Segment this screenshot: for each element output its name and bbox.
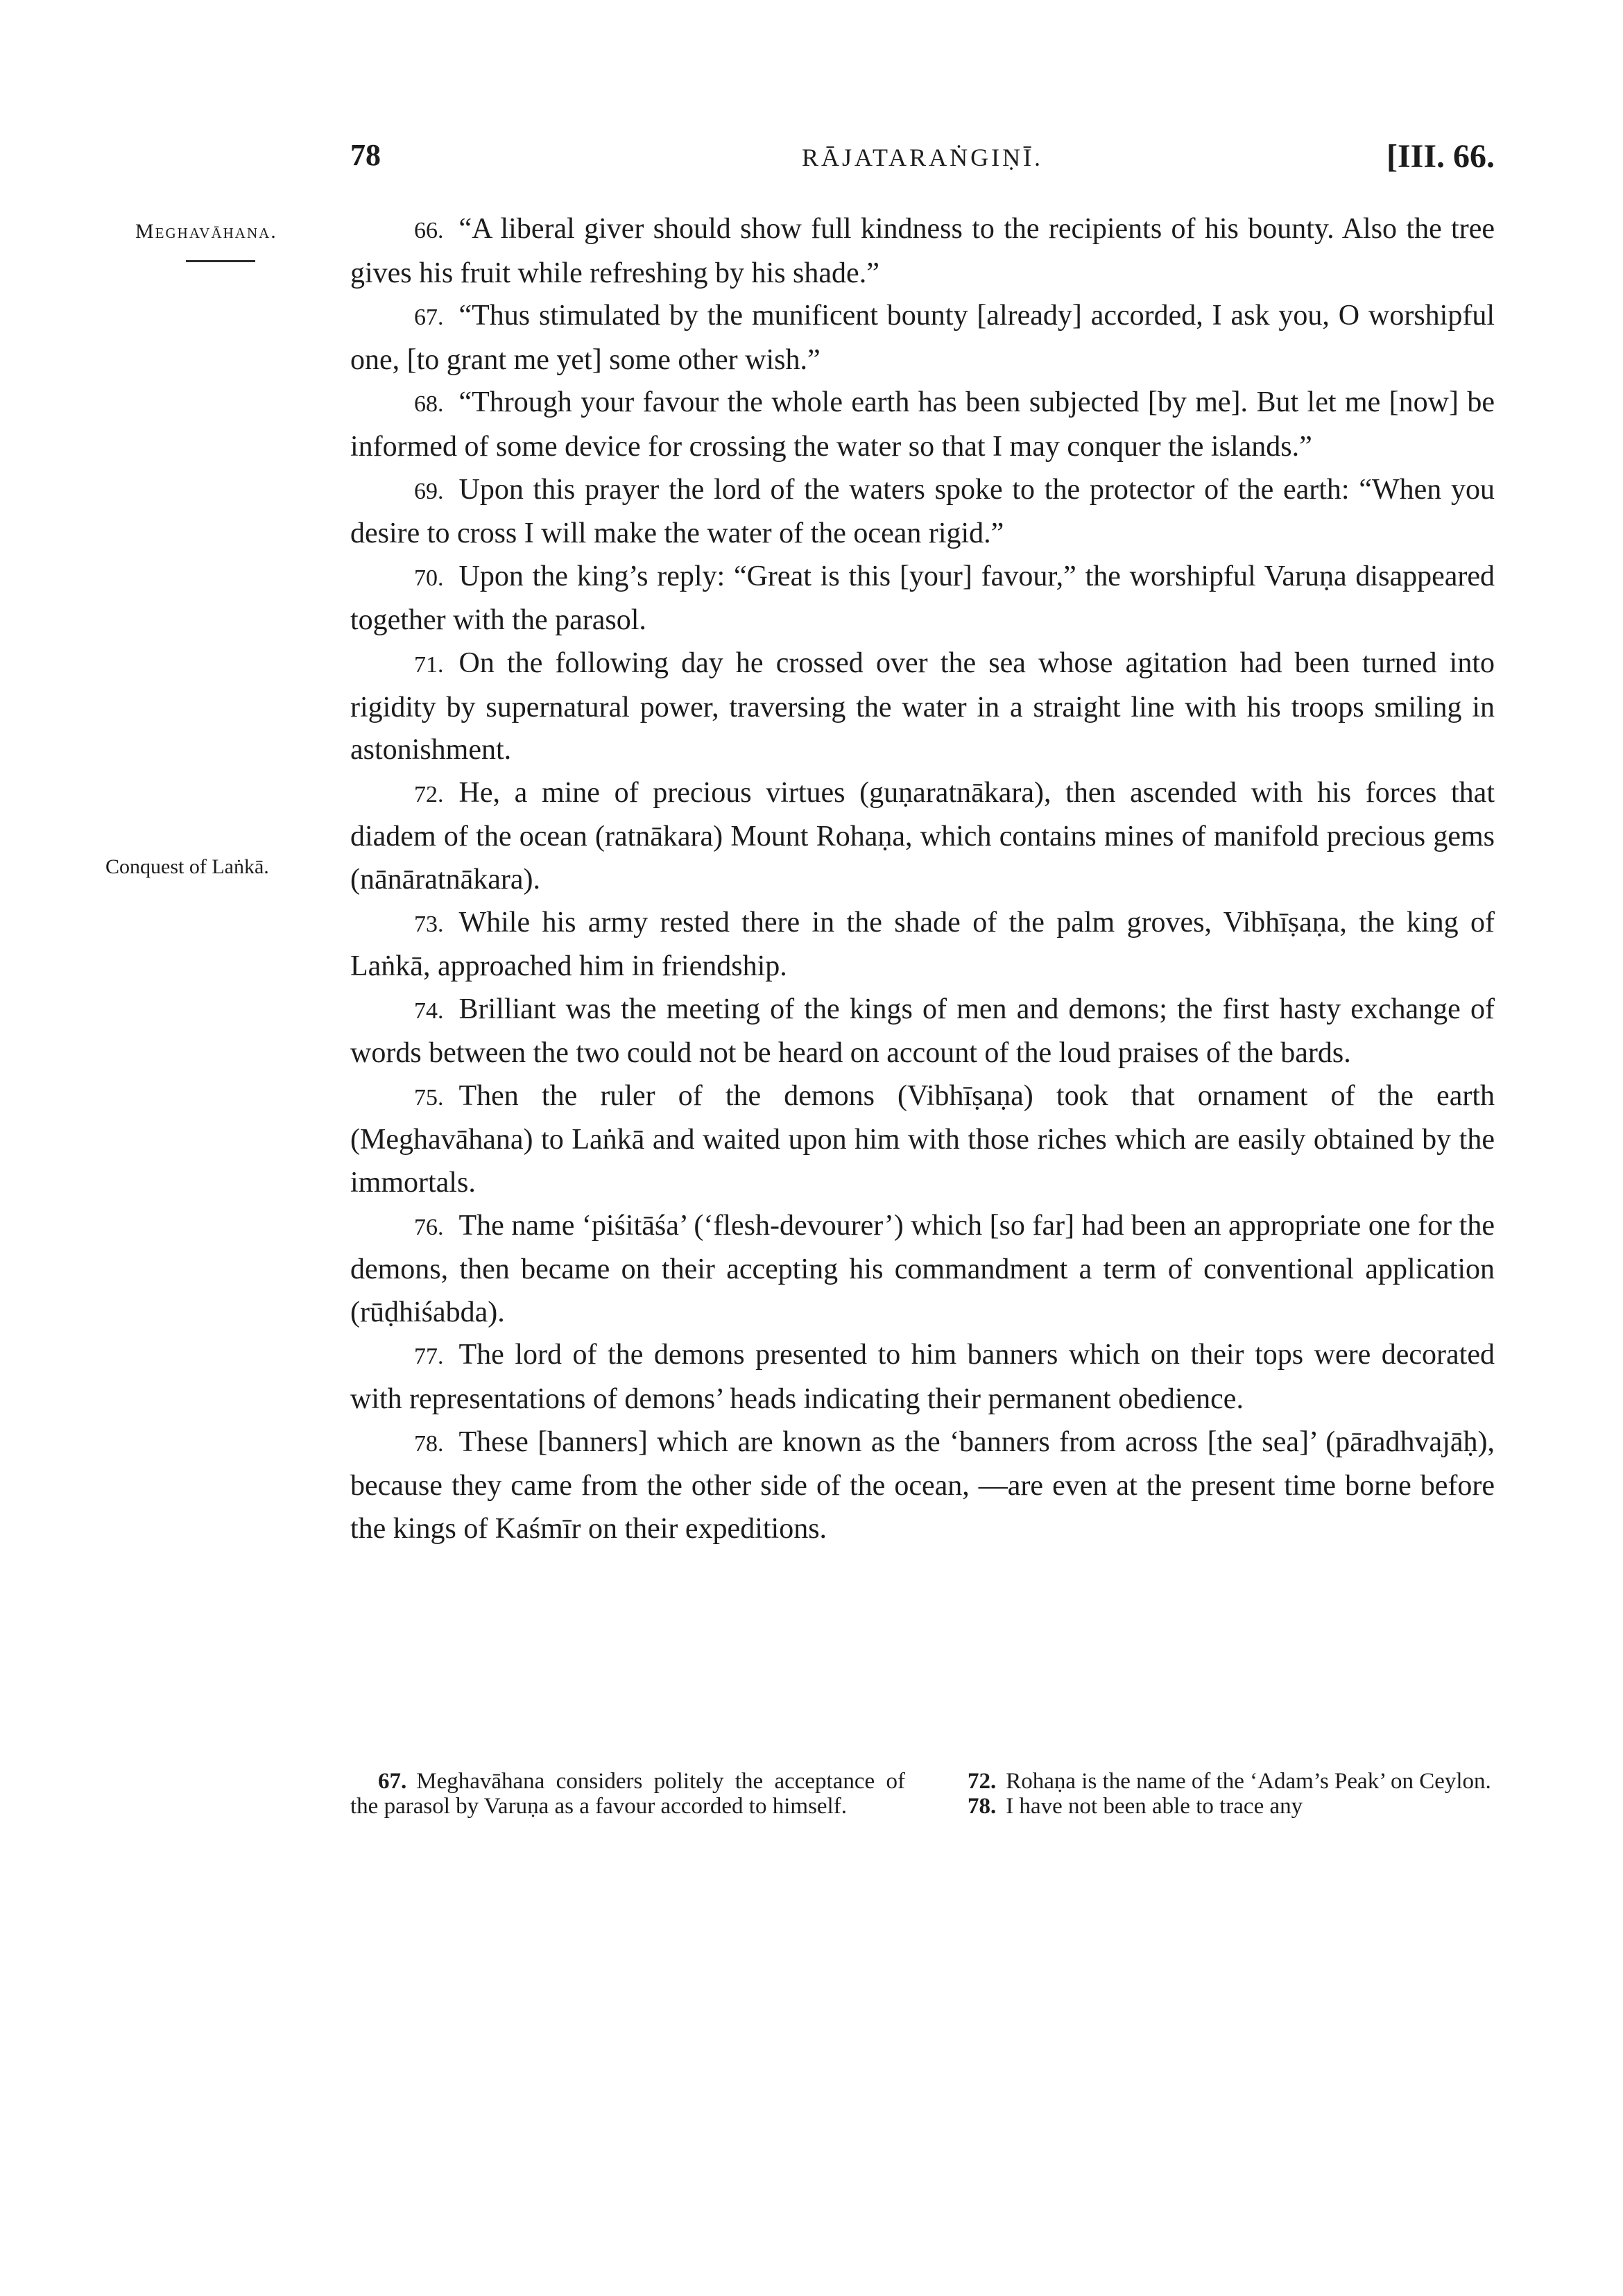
verse-78 — [350, 1421, 1495, 1551]
verse-77 — [350, 1334, 1495, 1421]
verse-text: Upon this prayer the lord of the waters spoke to the protector of the earth: “When you desire to cross I will make the water of the ocean rigid.” — [350, 473, 1495, 550]
verse-number: 78. — [414, 1430, 444, 1457]
verse-number: 73. — [414, 911, 444, 937]
verse-text: “Thus stimulated by the munificent bounty [already] accorded, I ask you, O worshipful one, [to grant me yet] some other wish.” — [350, 300, 1495, 376]
verse-72 — [350, 772, 1495, 902]
verse-number: 66. — [414, 218, 444, 243]
verse-number: 68. — [414, 391, 444, 418]
footnote-text: Meghavāhana considers politely the acceptance of the parasol by Varuṇa as a favour accorded to himself. — [350, 1769, 905, 1819]
running-title: RĀJATARAṄGIṆĪ. — [801, 144, 1044, 171]
verse-67 — [350, 295, 1495, 382]
verse-69 — [350, 469, 1495, 556]
verse-76 — [350, 1205, 1495, 1335]
verse-number: 76. — [414, 1214, 444, 1240]
verse-68 — [350, 382, 1495, 468]
verse-number: 74. — [414, 997, 444, 1024]
verse-73 — [350, 902, 1495, 988]
verse-text: He, a mine of precious virtues (guṇaratnākara), then ascended with his forces that diadem of the ocean (ratnākara) Mount Rohaṇa, which contains mines of manifold precious gems (nānāratnākara). — [350, 776, 1495, 896]
footnote-72 — [940, 1769, 1495, 1794]
verse-66 — [350, 208, 1495, 295]
verse-text: The lord of the demons presented to him banners which on their tops were decorated with representations of demons’ heads indicating their permanent obedience. — [350, 1339, 1495, 1416]
footnote-column-right — [940, 1769, 1495, 1819]
footnotes — [350, 1769, 1495, 1845]
verse-71 — [350, 642, 1495, 772]
verse-text: “A liberal giver should show full kindness to the recipients of his bounty. Also the tree gives his fruit while refreshing by his shade.” — [350, 213, 1495, 289]
verse-number: 71. — [414, 651, 444, 678]
footnote-67 — [350, 1769, 905, 1819]
section-reference: [III. 66. — [1386, 138, 1495, 175]
verse-text: These [banners] which are known as the ‘banners from across [the sea]’ (pāradhvajāḥ), because they came from the other side of the ocean, —are even at the present time borne before the kings of Kaśmīr on their expeditions. — [350, 1425, 1495, 1545]
verse-number: 75. — [414, 1084, 444, 1111]
footnote-text: I have not been able to trace any — [1006, 1794, 1303, 1819]
verse-text: On the following day he crossed over the sea whose agitation had been turned into rigidity by supernatural power, traversing the water in a straight line with his troops smiling in astonishment. — [350, 646, 1495, 766]
verse-number: 77. — [414, 1344, 444, 1370]
verse-70 — [350, 556, 1495, 642]
verse-text: Then the ruler of the demons (Vibhīṣaṇa) took that ornament of the earth (Meghavāhana) to Laṅkā and waited upon him with those riches which are easily obtained by the immortals. — [350, 1079, 1495, 1199]
verse-number: 72. — [414, 781, 444, 807]
side-note-conquest-of-lanka: Conquest of Laṅkā. — [105, 855, 269, 878]
page-header — [350, 137, 1495, 186]
verse-number: 70. — [414, 565, 444, 591]
verse-text: “Through your favour the whole earth has been subjected [by me]. But let me [now] be informed of some device for crossing the water so that I may conquer the islands.” — [350, 386, 1495, 463]
footnote-text: Rohaṇa is the name of the ‘Adam’s Peak’ on Ceylon. — [1006, 1769, 1491, 1794]
side-note-rule — [186, 260, 255, 262]
main-text — [350, 208, 1495, 1550]
verse-text: Upon the king’s reply: “Great is this [your] favour,” the worshipful Varuṇa disappeared together with the parasol. — [350, 560, 1495, 637]
verse-74 — [350, 988, 1495, 1075]
verse-text: Brilliant was the meeting of the kings of men and demons; the first hasty exchange of words between the two could not be heard on account of the loud praises of the bards. — [350, 993, 1495, 1070]
page-number: 78 — [350, 138, 381, 172]
verse-number: 67. — [414, 305, 444, 331]
footnote-number: 78. — [968, 1794, 997, 1819]
footnote-number: 67. — [378, 1769, 407, 1794]
footnote-column-left — [350, 1769, 905, 1819]
side-note-meghavahana: Meghavāhana. — [135, 220, 277, 243]
verse-number: 69. — [414, 478, 444, 504]
footnote-78 — [940, 1794, 1495, 1819]
verse-text: The name ‘piśitāśa’ (‘flesh-devourer’) which [so far] had been an appropriate one for the demons, then became on their accepting his commandment a term of conventional application (rūḍhiśabda). — [350, 1209, 1495, 1328]
footnote-number: 72. — [968, 1769, 997, 1794]
verse-75 — [350, 1075, 1495, 1205]
verse-text: While his army rested there in the shade of the palm groves, Vibhīṣaṇa, the king of Laṅkā, approached him in friendship. — [350, 906, 1495, 983]
